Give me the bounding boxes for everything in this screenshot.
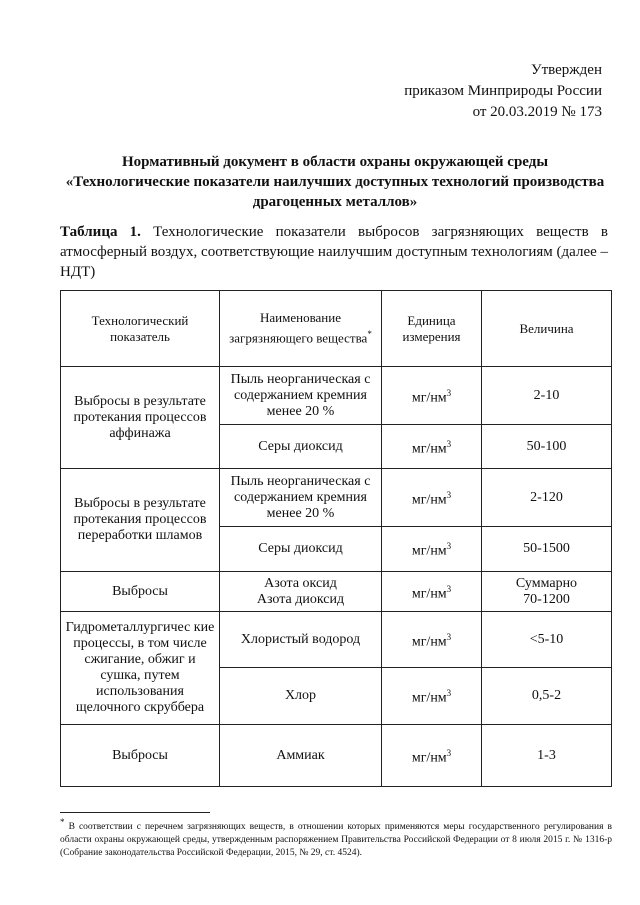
unit-cell	[382, 527, 482, 572]
unit-base: мг/нм	[411, 750, 447, 766]
unit-exp: 3	[446, 583, 452, 594]
substance-cell: Пыль неорганическая с содержанием кремния менее 20 %	[220, 469, 382, 527]
unit-cell	[382, 668, 482, 725]
table-caption	[60, 222, 608, 282]
table-row	[61, 469, 612, 527]
unit-base: мг/нм	[411, 492, 447, 508]
substance-cell: Серы диоксид	[220, 527, 382, 572]
unit-base: мг/нм	[411, 690, 447, 706]
header-value: Величина	[482, 291, 612, 367]
value-cell: <5-10	[482, 612, 612, 668]
value-cell: 1-3	[482, 725, 612, 787]
value-cell	[482, 572, 612, 612]
substance-cell: Пыль неорганическая с содержанием кремния менее 20 %	[220, 367, 382, 425]
table-row	[61, 367, 612, 425]
substance-line: Азота оксид	[264, 575, 337, 591]
unit-exp: 3	[446, 541, 452, 552]
title-line-3: драгоценных металлов»	[252, 194, 418, 210]
value-line: Суммарно	[515, 575, 578, 591]
footnote-divider	[60, 812, 210, 813]
unit-cell	[382, 612, 482, 668]
approval-line-3: от 20.03.2019 № 173	[472, 104, 602, 120]
approval-block	[404, 60, 602, 123]
unit-exp: 3	[446, 387, 452, 398]
header-substance-text: Наименование загрязняющего вещества	[229, 310, 368, 346]
value-cell: 50-100	[482, 425, 612, 469]
indicator-cell: Выбросы	[61, 572, 220, 612]
table-row	[61, 572, 612, 612]
unit-base: мг/нм	[411, 390, 447, 406]
indicator-cell: Гидрометаллургичес кие процессы, в том числе сжигание, обжиг и сушка, путем использования щелочного скруббера	[61, 612, 220, 725]
table-row	[61, 612, 612, 668]
indicator-cell: Выбросы в результате протекания процессов аффинажа	[61, 367, 220, 469]
unit-exp: 3	[446, 438, 452, 449]
unit-cell	[382, 367, 482, 425]
header-unit: Единица измерения	[382, 291, 482, 367]
unit-exp: 3	[446, 747, 452, 758]
approval-line-1: Утвержден	[530, 62, 602, 78]
unit-exp: 3	[446, 688, 452, 699]
substance-line: Азота диоксид	[256, 591, 345, 607]
unit-exp: 3	[446, 631, 452, 642]
substance-cell: Серы диоксид	[220, 425, 382, 469]
value-cell: 2-120	[482, 469, 612, 527]
unit-base: мг/нм	[411, 634, 447, 650]
unit-base: мг/нм	[411, 543, 447, 559]
substance-cell: Хлор	[220, 668, 382, 725]
unit-exp: 3	[446, 489, 452, 500]
unit-base: мг/нм	[411, 441, 447, 457]
substance-cell	[220, 572, 382, 612]
unit-cell	[382, 725, 482, 787]
table-caption-lead: Таблица 1.	[60, 224, 141, 240]
unit-cell	[382, 572, 482, 612]
unit-cell	[382, 425, 482, 469]
document-title	[40, 152, 630, 212]
ndt-table	[60, 290, 612, 787]
footnote-mark: *	[60, 817, 65, 827]
value-cell: 2-10	[482, 367, 612, 425]
approval-line-2: приказом Минприроды России	[404, 83, 602, 99]
substance-cell: Аммиак	[220, 725, 382, 787]
value-cell: 50-1500	[482, 527, 612, 572]
header-indicator: Технологический показатель	[61, 291, 220, 367]
indicator-cell: Выбросы	[61, 725, 220, 787]
value-cell: 0,5-2	[482, 668, 612, 725]
unit-cell	[382, 469, 482, 527]
header-footnote-mark: *	[367, 329, 372, 340]
footnote-text: В соответствии с перечнем загрязняющих веществ, в отношении которых применяются меры государственного регулирования в области охраны окружающей среды, утвержденным распоряжением Правительства Российской Федерации от 8 июля 2015 г. № 1316-р (Собрание законодательства Российской Федерации, 2015, № 29, ст. 4524).	[60, 822, 613, 859]
title-line-2: «Технологические показатели наилучших доступных технологий производства	[65, 174, 605, 190]
table-caption-text: Технологические показатели выбросов загрязняющих веществ в атмосферный воздух, соответствующие наилучшим доступным технологиям (далее – НДТ)	[60, 224, 609, 280]
table-header-row	[61, 291, 612, 367]
header-substance	[220, 291, 382, 367]
substance-cell: Хлористый водород	[220, 612, 382, 668]
indicator-cell: Выбросы в результате протекания процессов переработки шламов	[61, 469, 220, 572]
value-line: 70-1200	[523, 591, 570, 607]
table-row	[61, 725, 612, 787]
unit-base: мг/нм	[411, 586, 447, 602]
title-line-1: Нормативный документ в области охраны окружающей среды	[121, 154, 549, 170]
footnote	[60, 816, 612, 860]
